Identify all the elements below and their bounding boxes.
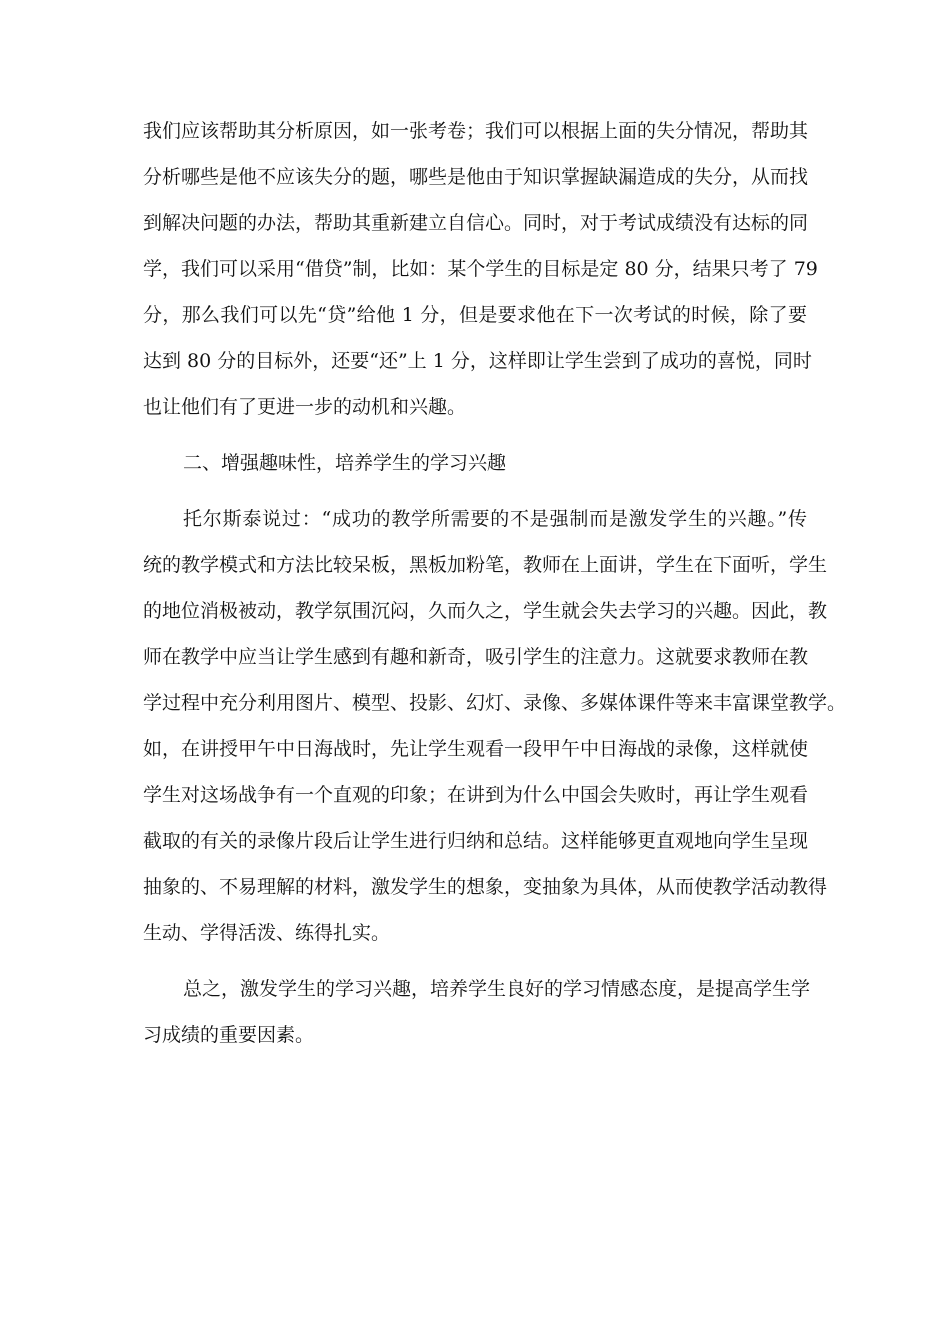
paragraph-2-line-8: 截取的有关的录像片段后让学生进行归纳和总结。这样能够更直观地向学生呈现 [143,830,809,852]
paragraph-1-line-3: 到解决问题的办法，帮助其重新建立自信心。同时，对于考试成绩没有达标的同 [143,212,809,234]
paragraph-3-line-2: 习成绩的重要因素。 [143,1024,315,1046]
paragraph-1-line-7: 也让他们有了更进一步的动机和兴趣。 [143,396,467,418]
paragraph-1-line-1: 我们应该帮助其分析原因，如一张考卷；我们可以根据上面的失分情况，帮助其 [143,120,809,142]
paragraph-2-line-2: 统的教学模式和方法比较呆板，黑板加粉笔，教师在上面讲，学生在下面听，学生 [143,554,828,576]
paragraph-3-line-1: 总之，激发学生的学习兴趣，培养学生良好的学习情感态度，是提高学生学 [183,978,811,1000]
paragraph-2-line-9: 抽象的、不易理解的材料，激发学生的想象，变抽象为具体，从而使教学活动教得 [143,876,828,898]
heading-2: 二、增强趣味性，培养学生的学习兴趣 [183,452,507,474]
paragraph-2-line-3: 的地位消极被动，教学氛围沉闷，久而久之，学生就会失去学习的兴趣。因此，教 [143,600,828,622]
paragraph-2-line-6: 如，在讲授甲午中日海战时，先让学生观看一段甲午中日海战的录像，这样就使 [143,738,809,760]
paragraph-2-line-1: 托尔斯泰说过：“成功的教学所需要的不是强制而是激发学生的兴趣。”传 [183,508,807,530]
paragraph-1-line-4: 学，我们可以采用“借贷”制，比如：某个学生的目标是定 80 分，结果只考了 79 [143,258,818,280]
paragraph-2-line-4: 师在教学中应当让学生感到有趣和新奇，吸引学生的注意力。这就要求教师在教 [143,646,809,668]
paragraph-2-line-5: 学过程中充分利用图片、模型、投影、幻灯、录像、多媒体课件等来丰富课堂教学。 [143,692,847,714]
paragraph-1-line-5: 分，那么我们可以先“贷”给他 1 分，但是要求他在下一次考试的时候，除了要 [143,304,807,326]
paragraph-1-line-6: 达到 80 分的目标外，还要“还”上 1 分，这样即让学生尝到了成功的喜悦，同时 [143,350,812,372]
paragraph-2-line-10: 生动、学得活泼、练得扎实。 [143,922,391,944]
paragraph-1-line-2: 分析哪些是他不应该失分的题，哪些是他由于知识掌握缺漏造成的失分，从而找 [143,166,809,188]
paragraph-2-line-7: 学生对这场战争有一个直观的印象；在讲到为什么中国会失败时，再让学生观看 [143,784,809,806]
